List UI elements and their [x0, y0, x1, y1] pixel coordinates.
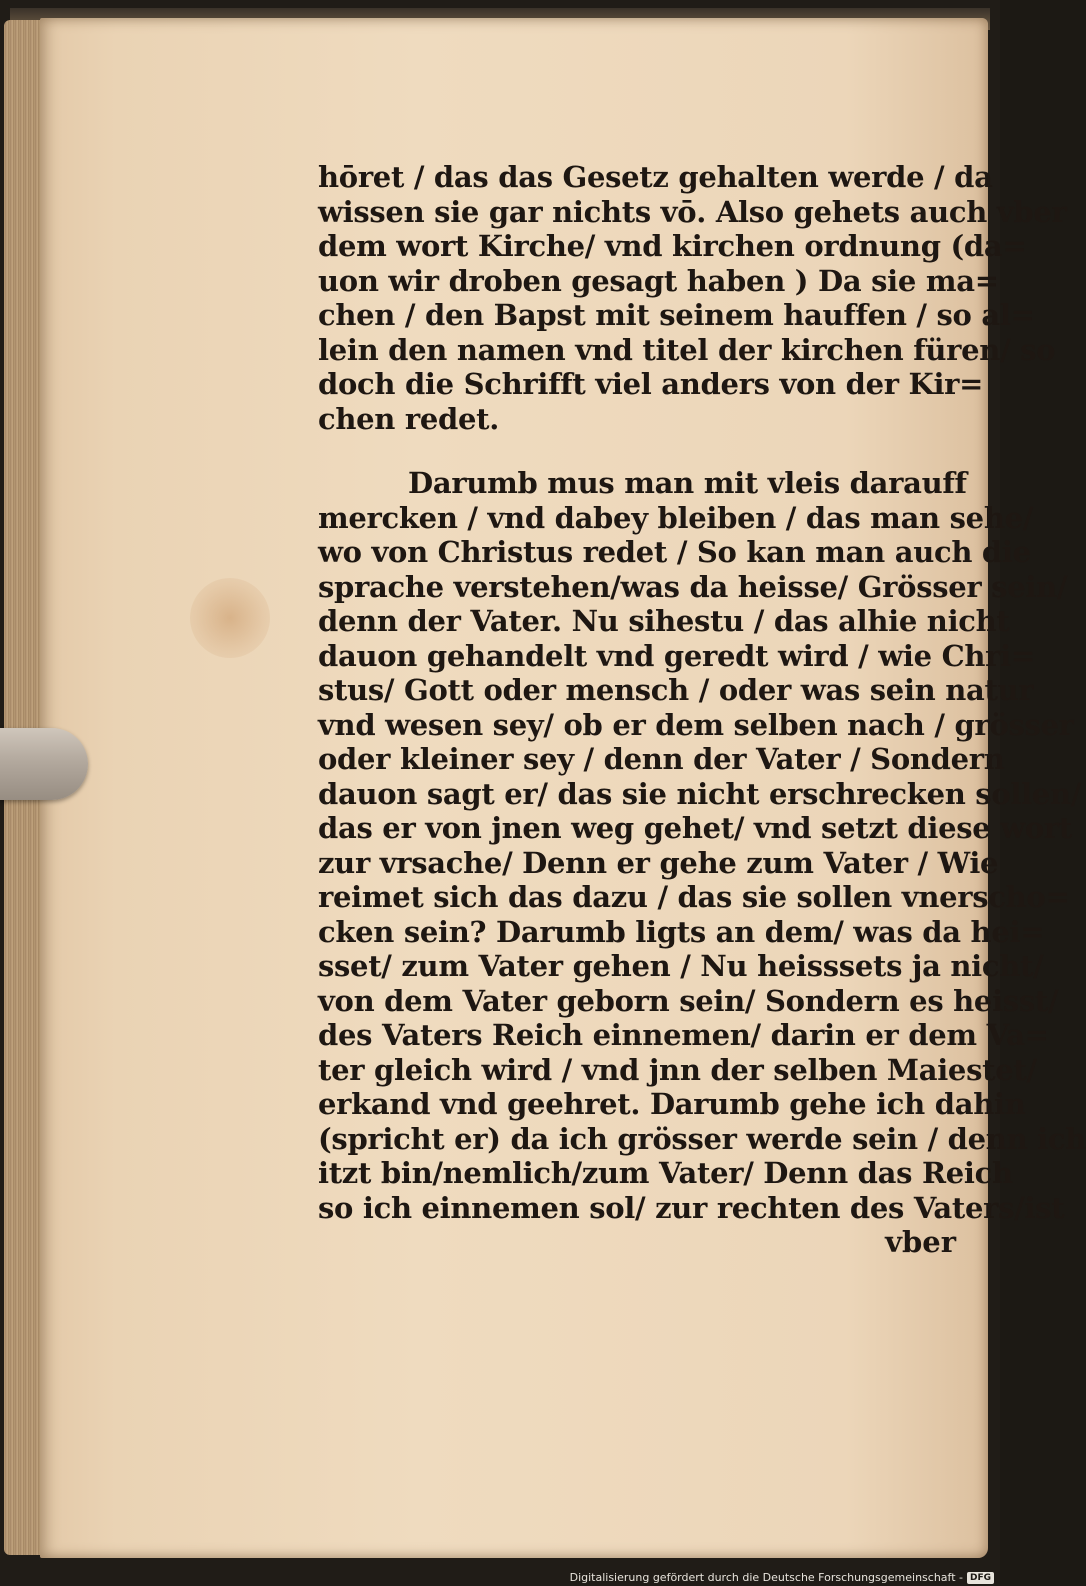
dfg-logo: DFG: [967, 1572, 994, 1584]
text-line: Darumb mus man mit vleis darauff: [408, 466, 967, 500]
text-line: cken sein? Darumb ligts an dem/ was da hei=: [318, 914, 1045, 949]
text-line: von dem Vater geborn sein/ Sondern es heisst/: [318, 983, 1059, 1018]
paragraph-1: [318, 160, 1067, 436]
text-line: lein den namen vnd titel der kirchen füren/ so: [318, 332, 1056, 367]
text-line: wo von Christus redet / So kan man auch die: [318, 535, 1031, 569]
digitization-credit: [570, 1571, 994, 1584]
page-holder-clip: [0, 728, 88, 800]
text-line: des Vaters Reich einnemen/ darin er dem Va=: [318, 1018, 1049, 1052]
catchword: vber: [885, 1225, 956, 1259]
text-line: stus/ Gott oder mensch / oder was sein natur: [318, 673, 1034, 707]
paragraph-2: [318, 466, 1086, 1225]
text-line: denn der Vater. Nu sihestu / das alhie nicht: [318, 604, 1010, 638]
text-line: ter gleich wird / vnd jnn der selben Maiestet/: [318, 1052, 1037, 1087]
credit-text: Digitalisierung gefördert durch die Deutsche Forschungsgemeinschaft -: [569, 1571, 963, 1584]
text-line: oder kleiner sey / denn der Vater / Sondern: [318, 742, 1005, 776]
paper-stain: [190, 578, 270, 658]
text-line: sprache verstehen/was da heisse/ Grösser sein/: [318, 569, 1068, 604]
text-line: reimet sich das dazu / das sie sollen vnerscho=: [318, 880, 1070, 914]
text-line: dauon gehandelt vnd geredt wird / wie Chri=: [318, 638, 1035, 673]
text-line: doch die Schrifft viel anders von der Kir=: [318, 367, 984, 401]
text-line: vnd wesen sey/ ob er dem selben nach / grösser: [318, 707, 1074, 742]
text-line: (spricht er) da ich grösser werde sein / denn ich: [318, 1121, 1086, 1156]
text-line: erkand vnd geehret. Darumb gehe ich dahin: [318, 1087, 1026, 1121]
text-line: zur vrsache/ Denn er gehe zum Vater / Wie: [318, 845, 999, 880]
text-line: chen / den Bapst mit seinem hauffen / so al=: [318, 298, 1035, 332]
text-line: itzt bin/nemlich/zum Vater/ Denn das Reich: [318, 1156, 1013, 1190]
text-line: dauon sagt er/ das sie nicht erschrecken sollen/: [318, 776, 1082, 811]
text-line: dem wort Kirche/ vnd kirchen ordnung (da=: [318, 229, 1027, 263]
body-text: [318, 160, 1086, 1260]
text-line: chen redet.: [318, 401, 500, 436]
text-line: sset/ zum Vater gehen / Nu heisssets ja nicht/: [318, 949, 1044, 983]
paragraph-gap: [318, 436, 988, 466]
text-line: mercken / vnd dabey bleiben / das man sehe/: [318, 500, 1034, 535]
text-line: wissen sie gar nichts vō. Also gehets auch vber: [318, 194, 1067, 229]
text-line: das er von jnen weg gehet/ vnd setzt diese wort: [318, 811, 1072, 845]
text-line: so ich einnemen sol/ zur rechten des Vaters/ist: [318, 1190, 1065, 1225]
text-line: uon wir droben gesagt haben ) Da sie ma=: [318, 263, 999, 298]
text-line: hōret / das das Gesetz gehalten werde / da: [318, 160, 993, 194]
